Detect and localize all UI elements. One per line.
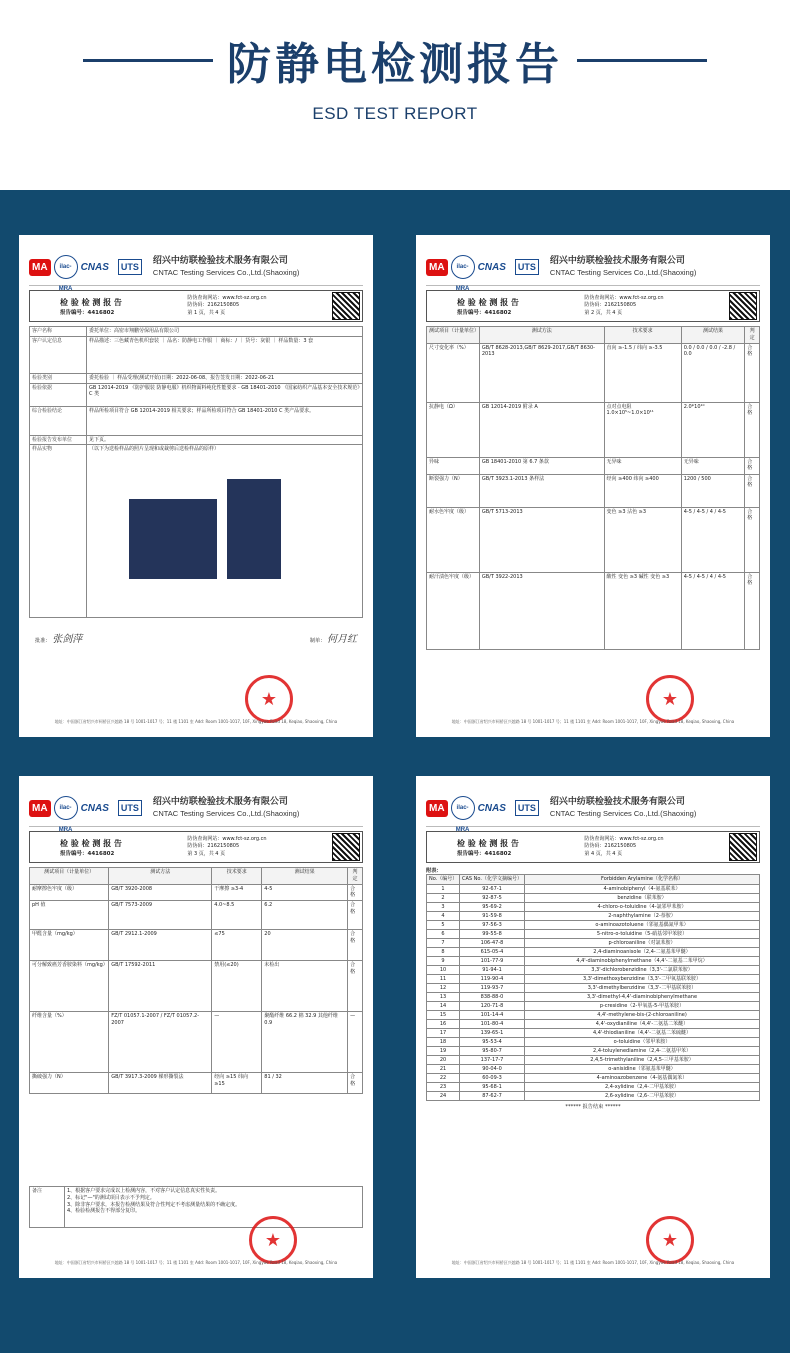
title-rule-right (577, 59, 707, 62)
table-row (427, 884, 760, 893)
table-cell: 6 (427, 929, 460, 938)
table-cell: 5 (427, 920, 460, 929)
table-cell: 2-naphthylamine（2-萘胺） (525, 911, 760, 920)
official-seal-icon: ★ (646, 1216, 694, 1264)
table-row (427, 902, 760, 911)
table-cell: 4 (427, 911, 460, 920)
table-cell: 4,4'-diaminobiphenylmethane（4,4'-二氨基二苯甲烷） (525, 956, 760, 965)
report-end: ****** 报告结束 ****** (565, 1103, 621, 1110)
table-row (427, 1046, 760, 1055)
official-seal-icon: ★ (646, 675, 694, 723)
table-cell: 18 (427, 1037, 460, 1046)
table-cell: 91-94-1 (460, 965, 525, 974)
table-cell: 10 (427, 965, 460, 974)
title-rule-left (83, 59, 213, 62)
report-sheet-1[interactable]: MA ilac-MRA CNAS UTS 绍兴中纺联检验技术服务有限公司 CNTAC Testing Services Co.,Ltd.(Shaoxing) 检 验 检 测 报 告 报告编号：4416802 防伪查询网站：www.fct-sz.org.cn 防伪码：2162150805 第 1 页，共 4 页 客户名称 委托单位：高密市翔鹏劳保用品有限公司 客户认定信息 样品描述：三色藏青色机织套装 ｜ 品名：防静电工作服 ｜ 商标：/ ｜ 货号：灰银 ｜ 样品数量：3 套 检验类别 委托检验 ｜ 样品受理(测试开始)日期：2022-06-08、报告签发日期：2022-06-21 检验依据 GB 12014-2019 《防护服装 防静电服》机织物面料纯化性能要求 · GB 18401-2010 《国家纺织产品基本安全技术规范》C 类 综合检验结论 样品所检项目符合 GB 12014-2019 相关要求；样品所检项目符合 GB 18401-2010 C 类产品要求。 检验报告发布单位 见下页。 样品实物 （以下为送检样品的照片呈现和或裁剪后送检样品的原样） 批准： 张剑萍 制单： 何月红 ★ 地址：中国浙江省绍兴市柯桥区兴越路 18 号 1001-1017 号；11 楼 1101 室 Add: Room 1001-1017, 10F, Xingyue Road 18, Keqiao, Shaoxing, China (19, 235, 373, 737)
table-cell: 95-80-7 (460, 1046, 525, 1055)
sheet-footer: 地址：中国浙江省绍兴市柯桥区兴越路 18 号 1001-1017 号；11 楼 1101 室 Add: Room 1001-1017, 10F, Xingyue Road 18, Keqiao, Shaoxing, China (451, 719, 735, 724)
table-cell: 3,3'-dichlorobenzidine（3,3'-二氯联苯胺） (525, 965, 760, 974)
ma-logo-icon: MA (29, 259, 51, 276)
table-cell: 4,4'-methylene-bis-(2-chloroaniline) (525, 1010, 760, 1019)
table-row (427, 1037, 760, 1046)
table-cell: 11 (427, 974, 460, 983)
report-sheet-2[interactable] (416, 235, 770, 737)
table-row: 耐汗渍色牢度（级） GB/T 3922-2013 酸性 变色 ≥3 碱性 变色 ≥3 4-5 / 4-5 / 4 / 4-5 合格 (427, 572, 760, 649)
table-row (427, 965, 760, 974)
table-cell: 7 (427, 938, 460, 947)
table-cell: 101-77-9 (460, 956, 525, 965)
table-cell: 2,6-xylidine（2,6-二甲基苯胺） (525, 1091, 760, 1100)
cnas-logo-icon: CNAS (80, 261, 109, 273)
official-seal-icon: ★ (245, 675, 293, 723)
table-cell: 4-chloro-o-toluidine（4-氯邻甲苯胺） (525, 902, 760, 911)
table-cell: 1 (427, 884, 460, 893)
ma-logo-icon: MA (426, 259, 448, 276)
qr-code-icon (729, 292, 757, 320)
table-cell: 3,3'-dimethyl-4,4'-diaminobiphenylmethane (525, 992, 760, 1001)
table-row: 耐摩擦色牢度（级） GB/T 3920-2008 干摩擦 ≥3-4 4-5 合格 (30, 884, 363, 901)
table-cell: 99-55-8 (460, 929, 525, 938)
table-cell: 101-80-4 (460, 1019, 525, 1028)
table-cell: 87-62-7 (460, 1091, 525, 1100)
table-cell: 19 (427, 1046, 460, 1055)
table-row (427, 1064, 760, 1073)
table-row (427, 983, 760, 992)
table-cell: 91-59-8 (460, 911, 525, 920)
table-row (427, 992, 760, 1001)
table-cell: 13 (427, 992, 460, 1001)
sample-photo-shirt (129, 499, 217, 579)
table-row: 断裂强力（N） GB/T 3923.1-2013 条样法 经向 ≥400 纬向 ≥400 1200 / 500 合格 (427, 474, 760, 507)
table-row (427, 911, 760, 920)
company-name: 绍兴中纺联检验技术服务有限公司 CNTAC Testing Services Co.,Ltd.(Shaoxing) (152, 256, 300, 277)
company-name: 绍兴中纺联检验技术服务有限公司 CNTAC Testing Services Co.,Ltd.(Shaoxing) (549, 797, 697, 818)
table-cell: 3,3'-dimethylbenzidine（3,3'-二甲基联苯胺） (525, 983, 760, 992)
page-number: 第 1 页，共 4 页 (187, 309, 226, 316)
sheet-footer: 地址：中国浙江省绍兴市柯桥区兴越路 18 号 1001-1017 号；11 楼 1101 室 Add: Room 1001-1017, 10F, Xingyue Road 18, Keqiao, Shaoxing, China (451, 1260, 735, 1265)
table-cell: 14 (427, 1001, 460, 1010)
report-sheet-3[interactable] (19, 776, 373, 1278)
notes-table: 备注 1、根据客户要求完成以上检测内容，不对客户认定信息真实性负责。 2、标记"—"的测试项目表示不予判定。 3、除非客户要求，本报告检测结果及符合性判定不考虑测量结果的不确定度。 4、检验检测报告不得部分复印。 (29, 1186, 363, 1228)
page-number: 第 3 页，共 4 页 (187, 850, 226, 857)
uts-logo-icon: UTS (515, 259, 539, 275)
report-title: 检 验 检 测 报 告 (60, 296, 122, 307)
approver-signature: 张剑萍 (52, 634, 83, 646)
table-row (427, 1028, 760, 1037)
report-header-box: 检 验 检 测 报 告 报告编号：4416802 防伪查询网站：www.fct-sz.org.cn 防伪码：2162150805 第 3 页，共 4 页 (29, 831, 363, 863)
table-row: 甲醛含量（mg/kg） GB/T 2912.1-2009 ≤75 20 合格 (30, 930, 363, 961)
report-header-box: 检 验 检 测 报 告 报告编号：4416802 防伪查询网站：www.fct-sz.org.cn 防伪码：2162150805 第 1 页，共 4 页 (29, 290, 363, 322)
table-cell: p-cresidine（2-甲氧基-5-甲基苯胺） (525, 1001, 760, 1010)
table-row: 耐水色牢度（级） GB/T 5713-2013 变色 ≥3 沾色 ≥3 4-5 / 4-5 / 4 / 4-5 合格 (427, 507, 760, 572)
table-cell: 95-53-4 (460, 1037, 525, 1046)
table-row: 异味 GB 18401-2010 第 6.7 条款 无异味 无异味 合格 (427, 457, 760, 474)
table-cell: 95-68-1 (460, 1082, 525, 1091)
table-cell: p-chloroaniline（对氯苯胺） (525, 938, 760, 947)
table-cell: 106-47-8 (460, 938, 525, 947)
table-cell: 5-nitro-o-toluidine（5-硝基邻甲苯胺） (525, 929, 760, 938)
company-name: 绍兴中纺联检验技术服务有限公司 CNTAC Testing Services Co.,Ltd.(Shaoxing) (549, 256, 697, 277)
table-cell: 119-93-7 (460, 983, 525, 992)
table-cell: 3 (427, 902, 460, 911)
table-cell: o-toluidine（邻甲苯胺） (525, 1037, 760, 1046)
table-cell: o-aminoazotoluene（邻氨基偶氮甲苯） (525, 920, 760, 929)
page-number: 第 4 页，共 4 页 (584, 850, 623, 857)
table-cell: 615-05-4 (460, 947, 525, 956)
table-cell: 4-aminobiphenyl（4-氨基联苯） (525, 884, 760, 893)
table-row (427, 1091, 760, 1100)
arylamine-table: No.（编号） CAS No.（化学文摘编号） Forbidden Arylamine（化学名称） 1 92-67-1 4-aminobiphenyl（4-氨基联苯） 2 92-87-5 benzidine（联苯胺） 3 95-69-2 4-chloro-o-toluidine（4-氯邻甲苯胺） 4 91-59-8 2-naphthylamine（2-萘胺） 5 97-56-3 o-aminoazotoluene（邻氨基偶氮甲苯） 6 99-55-8 5-nitro-o-toluidine（5-硝基邻甲苯胺） 7 106-47-8 p-chloroaniline（对氯苯胺） 8 615-05-4 2,4-diaminoanisole（2,4-二氨基苯甲醚） 9 101-77-9 4,4'-diaminobiphenylmethane（4,4'-二氨基二苯甲烷） 10 91-94-1 3,3'-dichlorobenzidine（3,3'-二氯联苯胺） 11 119-90-4 3,3'-dimethoxybenzidine（3,3'-二甲氧基联苯胺） 12 119-93-7 3,3'-dimethylbenzidine（3,3'-二甲基联苯胺） 13 838-88-0 3,3'-dimethyl-4,4'-diaminobiphenylmethane 14 120-71-8 p-cresidine（2-甲氧基-5-甲基苯胺） 15 101-14-4 4,4'-methylene-bis-(2-chloroaniline) 16 101-80-4 4,4'-oxydianiline（4,4'-二氨基二苯醚） 17 139-65-1 4,4'-thiodianiline（4,4'-二氨基二苯硫醚） 18 95-53-4 o-toluidine（邻甲苯胺） 19 95-80-7 2,4-toluylenediamine（2,4-二氨基甲苯） 20 137-17-7 2,4,5-trimethylaniline（2,4,5-三甲基苯胺） 21 90-04-0 o-anisidine（邻氨基苯甲醚） 22 60-09-3 4-aminoazobenzene（4-氨基偶氮苯） 23 95-68-1 2,4-xylidine（2,4-二甲基苯胺） 24 87-62-7 2,6-xylidine（2,6-二甲基苯胺） (426, 874, 760, 1101)
table-cell: 12 (427, 983, 460, 992)
table-cell: 3,3'-dimethoxybenzidine（3,3'-二甲氧基联苯胺） (525, 974, 760, 983)
table-cell: o-anisidine（邻氨基苯甲醚） (525, 1064, 760, 1073)
table-cell: 9 (427, 956, 460, 965)
report-header-box: 检 验 检 测 报 告 报告编号：4416802 防伪查询网站：www.fct-sz.org.cn 防伪码：2162150805 第 4 页，共 4 页 (426, 831, 760, 863)
table-cell: 60-09-3 (460, 1073, 525, 1082)
company-name: 绍兴中纺联检验技术服务有限公司 CNTAC Testing Services Co.,Ltd.(Shaoxing) (152, 797, 300, 818)
table-cell: 23 (427, 1082, 460, 1091)
sample-photo-pants (227, 479, 281, 579)
cnas-logo-icon: CNAS (477, 802, 506, 814)
table-row (427, 929, 760, 938)
uts-logo-icon: UTS (118, 800, 142, 816)
table-row (427, 893, 760, 902)
table-row (427, 1082, 760, 1091)
table-cell: 119-90-4 (460, 974, 525, 983)
table-cell: 120-71-8 (460, 1001, 525, 1010)
table-row: 尺寸变化率（%） GB/T 8628-2013,GB/T 8629-2017,GB/T 8630-2013 直向 ≥-1.5 / 纬向 ≥-3.5 0.0 / 0.0 / 0.0 / -2.8 / 0.0 合格 (427, 343, 760, 402)
cnas-logo-icon: CNAS (80, 802, 109, 814)
page-subtitle: ESD TEST REPORT (312, 104, 478, 123)
report-sheet-4[interactable] (416, 776, 770, 1278)
table-row: 可分解致癌芳香胺染料（mg/kg） GB/T 17592-2011 禁用(≤20) 未检出 合格 (30, 961, 363, 1012)
maker-signature: 何月红 (327, 634, 357, 646)
table-cell: 137-17-7 (460, 1055, 525, 1064)
table-row (427, 1001, 760, 1010)
table-cell: 4,4'-oxydianiline（4,4'-二氨基二苯醚） (525, 1019, 760, 1028)
ilac-logo-icon: ilac-MRA (451, 255, 475, 279)
table-cell: 4-aminoazobenzene（4-氨基偶氮苯） (525, 1073, 760, 1082)
qr-code-icon (729, 833, 757, 861)
info-table: 客户名称 委托单位：高密市翔鹏劳保用品有限公司 客户认定信息 样品描述：三色藏青色机织套装 ｜ 品名：防静电工作服 ｜ 商标：/ ｜ 货号：灰银 ｜ 样品数量：3 套 检验类别 委托检验 ｜ 样品受理(测试开始)日期：2022-06-08、报告签发日期：2022-06-21 检验依据 GB 12014-2019 《防护服装 防静电服》机织物面料纯化性能要求 · GB 18401-2010 《国家纺织产品基本安全技术规范》C 类 综合检验结论 样品所检项目符合 GB 12014-2019 相关要求；样品所检项目符合 GB 18401-2010 C 类产品要求。 检验报告发布单位 见下页。 样品实物 （以下为送检样品的照片呈现和或裁剪后送检样品的原样） (29, 326, 363, 618)
page-title: 防静电检测报告 (227, 39, 563, 90)
ma-logo-icon: MA (29, 800, 51, 817)
ilac-logo-icon: ilac-MRA (54, 255, 78, 279)
table-cell: 15 (427, 1010, 460, 1019)
results-table: 测试项目（计量单位） 测试方法 技术要求 测试结果 判定 尺寸变化率（%） GB/T 8628-2013,GB/T 8629-2017,GB/T 8630-2013 直向 ≥-1.5 / 纬向 ≥-3.5 0.0 / 0.0 / 0.0 / -2.8 / 0.0 合格 抗静电（Ω） GB 12014-2019 附录 A 点对点电阻 1.0×10⁵~1.0×10¹¹ 2.0*10¹⁰ 合格 异味 GB 18401-2010 第 6.7 条款 无异味 无异味 合格 断裂强力（N） GB/T 3923.1-2013 条样法 经向 ≥400 纬向 ≥400 1200 / 500 合格 耐水色牢度（级） GB/T 5713-2013 变色 ≥3 沾色 ≥3 4-5 / 4-5 / 4 / 4-5 合格 耐汗渍色牢度（级） GB/T 3922-2013 酸性 变色 ≥3 碱性 变色 ≥3 4-5 / 4-5 / 4 / 4-5 合格 (426, 326, 760, 650)
qr-code-icon (332, 833, 360, 861)
table-cell: 2,4-diaminoanisole（2,4-二氨基苯甲醚） (525, 947, 760, 956)
table-row (427, 938, 760, 947)
table-cell: 92-87-5 (460, 893, 525, 902)
table-cell: 20 (427, 1055, 460, 1064)
table-row: 撕破强力（N） GB/T 3917.3-2009 梯形撕裂法 经向 ≥15 纬向 ≥15 81 / 32 合格 (30, 1073, 363, 1094)
table-cell: 4,4'-thiodianiline（4,4'-二氨基二苯硫醚） (525, 1028, 760, 1037)
table-cell: 16 (427, 1019, 460, 1028)
page-number: 第 2 页，共 4 页 (584, 309, 623, 316)
ilac-logo-icon: ilac-MRA (451, 796, 475, 820)
letterhead (29, 790, 363, 833)
letterhead (29, 249, 363, 292)
cnas-logo-icon: CNAS (477, 261, 506, 273)
sheet-footer: 地址：中国浙江省绍兴市柯桥区兴越路 18 号 1001-1017 号；11 楼 1101 室 Add: Room 1001-1017, 10F, Xingyue Road 18, Keqiao, Shaoxing, China (54, 719, 338, 724)
table-row: 抗静电（Ω） GB 12014-2019 附录 A 点对点电阻 1.0×10⁵~1.0×10¹¹ 2.0*10¹⁰ 合格 (427, 402, 760, 457)
page-header (0, 0, 790, 190)
appendix-caption: 附表： (426, 868, 442, 874)
table-cell: 838-88-0 (460, 992, 525, 1001)
table-row (427, 1019, 760, 1028)
table-row: pH 值 GB/T 7573-2009 4.0~8.5 6.2 合格 (30, 901, 363, 930)
table-cell: 92-67-1 (460, 884, 525, 893)
table-row (427, 956, 760, 965)
report-number: 4416802 (87, 309, 115, 316)
table-row (427, 1073, 760, 1082)
table-cell: 8 (427, 947, 460, 956)
report-header-box: 检 验 检 测 报 告 报告编号：4416802 防伪查询网站：www.fct-sz.org.cn 防伪码：2162150805 第 2 页，共 4 页 (426, 290, 760, 322)
letterhead (426, 249, 760, 292)
uts-logo-icon: UTS (515, 800, 539, 816)
table-cell: 101-14-4 (460, 1010, 525, 1019)
table-cell: benzidine（联苯胺） (525, 893, 760, 902)
letterhead (426, 790, 760, 833)
table-cell: 2,4-toluylenediamine（2,4-二氨基甲苯） (525, 1046, 760, 1055)
table-row (427, 920, 760, 929)
title-row (0, 30, 790, 90)
table-cell: 2 (427, 893, 460, 902)
table-cell: 139-65-1 (460, 1028, 525, 1037)
sheet-footer: 地址：中国浙江省绍兴市柯桥区兴越路 18 号 1001-1017 号；11 楼 1101 室 Add: Room 1001-1017, 10F, Xingyue Road 18, Keqiao, Shaoxing, China (54, 1260, 338, 1265)
qr-code-icon (332, 292, 360, 320)
official-seal-icon: ★ (249, 1216, 297, 1264)
uts-logo-icon: UTS (118, 259, 142, 275)
table-row (427, 974, 760, 983)
table-cell: 2,4-xylidine（2,4-二甲基苯胺） (525, 1082, 760, 1091)
ilac-logo-icon: ilac-MRA (54, 796, 78, 820)
table-row (427, 1010, 760, 1019)
table-cell: 95-69-2 (460, 902, 525, 911)
table-row: 纤维含量（%） FZ/T 01057.1-2007 / FZ/T 01057.2-2007 — 聚酯纤维 66.2 棉 32.9 其他纤维 0.9 — (30, 1012, 363, 1073)
table-row (427, 1055, 760, 1064)
table-cell: 24 (427, 1091, 460, 1100)
table-cell: 97-56-3 (460, 920, 525, 929)
table-cell: 21 (427, 1064, 460, 1073)
table-row (427, 947, 760, 956)
table-cell: 2,4,5-trimethylaniline（2,4,5-三甲基苯胺） (525, 1055, 760, 1064)
table-cell: 17 (427, 1028, 460, 1037)
results-table: 测试项目（计量单位） 测试方法 技术要求 测试结果 判定 耐摩擦色牢度（级） GB/T 3920-2008 干摩擦 ≥3-4 4-5 合格 pH 值 GB/T 7573-2009 4.0~8.5 6.2 合格 甲醛含量（mg/kg） GB/T 2912.1-2009 ≤75 20 合格 可分解致癌芳香胺染料（mg/kg） GB/T 17592-2011 禁用(≤20) 未检出 合格 纤维含量（%） FZ/T 01057.1-2007 / FZ/T 01057.2-2007 — 聚酯纤维 66.2 棉 32.9 其他纤维 0.9 — 撕破强力（N） GB/T 3917.3-2009 梯形撕裂法 经向 ≥15 纬向 ≥15 81 / 32 合格 (29, 867, 363, 1094)
table-cell: 90-04-0 (460, 1064, 525, 1073)
ma-logo-icon: MA (426, 800, 448, 817)
table-cell: 22 (427, 1073, 460, 1082)
